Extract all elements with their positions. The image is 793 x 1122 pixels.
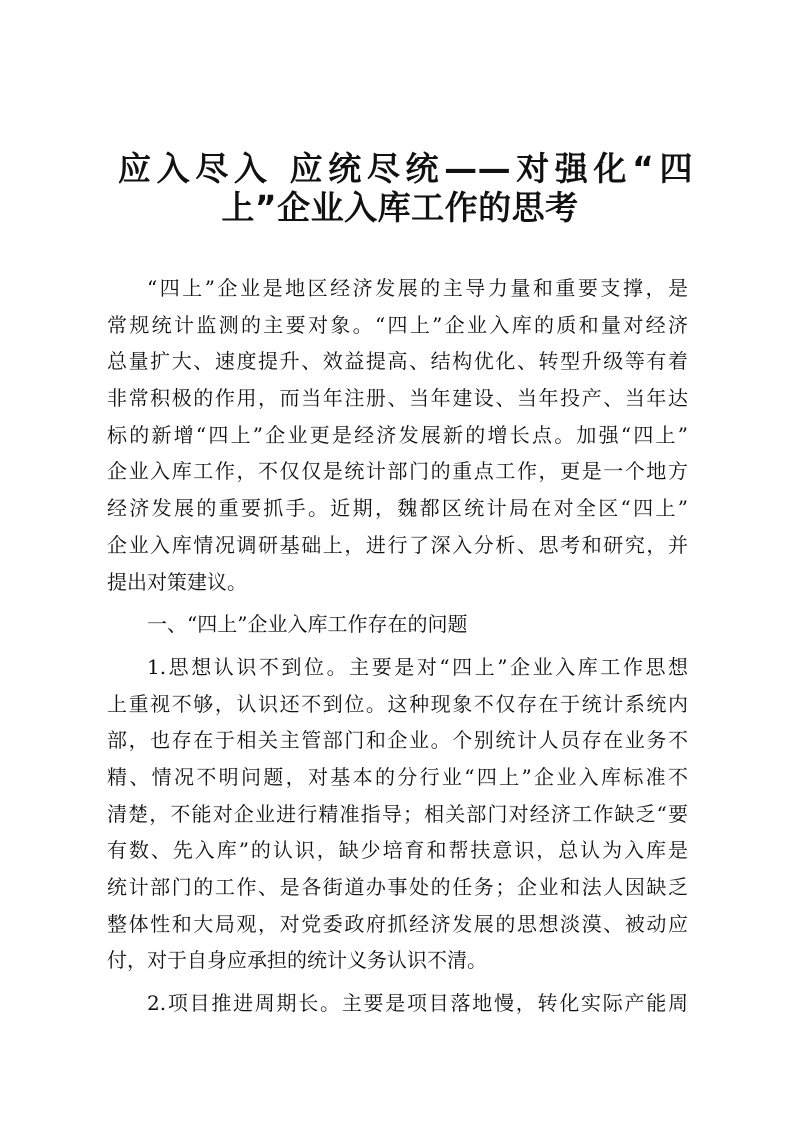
text-line: 经济发展的重要抓手。近期，魏都区统计局在对全区“四上” (107, 496, 688, 521)
paragraph (107, 985, 688, 1022)
text-line: “四上”企业是地区经济发展的主导力量和重要支撑，是 (147, 276, 688, 300)
text-line: 2.项目推进周期长。主要是项目落地慢，转化实际产能周 (147, 991, 688, 1016)
text-line: 非常积极的作用，而当年注册、当年建设、当年投产、当年达 (107, 386, 688, 411)
document-title-line-1: 应入尽入 应统尽统——对强化“四 (118, 149, 693, 188)
text-line: 企业入库情况调研基础上，进行了深入分析、思考和研究，并 (107, 532, 688, 557)
text-line: 清楚，不能对企业进行精准指导；相关部门对经济工作缺乏“要 (107, 801, 688, 826)
text-line: 上重视不够，认识还不到位。这种现象不仅存在于统计系统内 (107, 691, 688, 716)
document-body (107, 270, 688, 1022)
text-line: 统计部门的工作、是各街道办事处的任务；企业和法人因缺乏 (107, 875, 688, 899)
text-line: 标的新增“四上”企业更是经济发展新的增长点。加强“四上” (107, 422, 688, 447)
paragraph (107, 270, 688, 600)
text-line: 精、情况不明问题，对基本的分行业“四上”企业入库标准不 (107, 764, 688, 789)
document-title-line-2: 上”企业入库工作的思考 (221, 188, 579, 227)
text-line: 1.思想认识不到位。主要是对“四上”企业入库工作思想 (147, 654, 688, 679)
text-line: 总量扩大、速度提升、效益提高、结构优化、转型升级等有着 (107, 349, 688, 374)
text-line: 部，也存在于相关主管部门和企业。个别统计人员存在业务不 (107, 728, 688, 753)
section-heading (107, 606, 688, 643)
text-line: 有数、先入库”的认识，缺少培育和帮扶意识，总认为入库是 (107, 838, 688, 863)
paragraph (107, 649, 688, 979)
text-line: 一、“四上”企业入库工作存在的问题 (147, 612, 468, 637)
text-line: 付，对于自身应承担的统计义务认识不清。 (107, 948, 487, 973)
text-line: 提出对策建议。 (107, 569, 247, 594)
text-line: 企业入库工作，不仅仅是统计部门的重点工作，更是一个地方 (107, 459, 688, 484)
text-line: 整体性和大局观，对党委政府抓经济发展的思想淡漠、被动应 (107, 911, 688, 936)
text-line: 常规统计监测的主要对象。“四上”企业入库的质和量对经济 (107, 312, 688, 337)
